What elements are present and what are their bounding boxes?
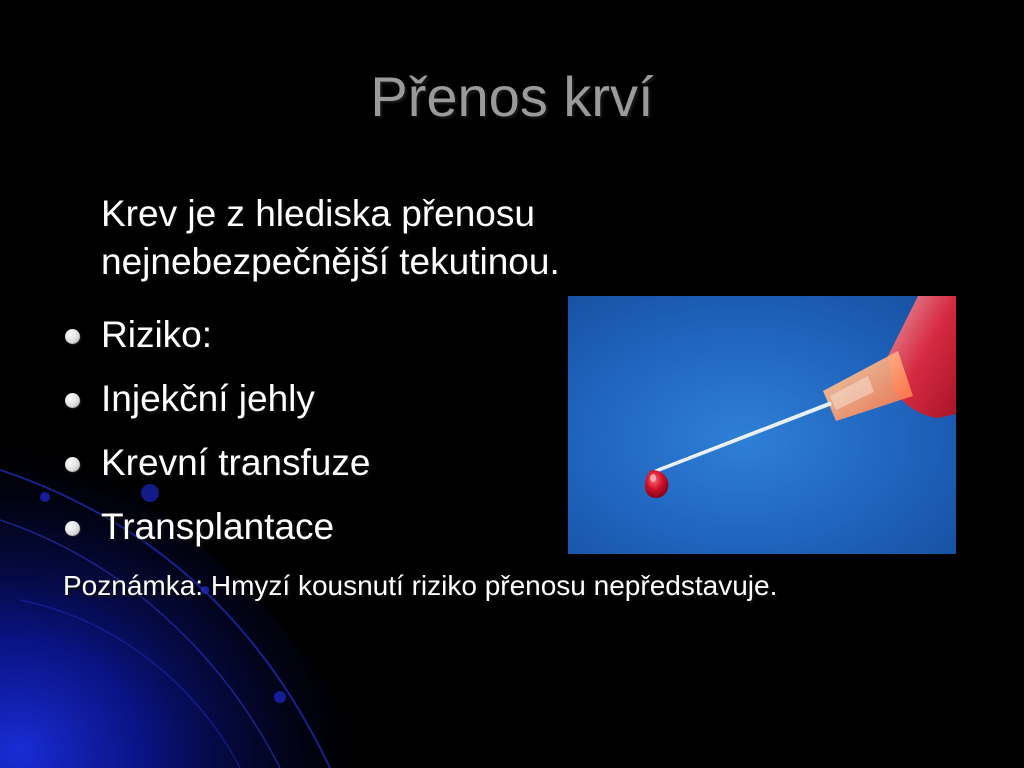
bullet-text: Krevní transfuze bbox=[101, 442, 371, 483]
slide-title: Přenos krví bbox=[370, 65, 654, 128]
syringe-photo bbox=[568, 296, 956, 554]
bullet-item bbox=[0, 431, 370, 495]
intro-text: Krev je z hlediska přenosu nejnebezpečnější tekutinou. bbox=[101, 193, 560, 282]
bullet-list bbox=[0, 303, 370, 559]
bullet-text: Transplantace bbox=[101, 506, 335, 547]
bullet-text: Riziko: bbox=[101, 314, 213, 355]
bullet-item bbox=[0, 495, 370, 559]
bullet-item bbox=[0, 303, 370, 367]
bullet-icon bbox=[65, 521, 80, 536]
bullet-text: Injekční jehly bbox=[101, 378, 315, 419]
needle bbox=[656, 404, 830, 471]
note-text: Poznámka: Hmyzí kousnutí riziko přenosu nepředstavuje. bbox=[63, 570, 778, 601]
blood-drop bbox=[645, 470, 668, 498]
bullet-icon bbox=[65, 457, 80, 472]
syringe-icon bbox=[568, 296, 956, 554]
bullet-icon bbox=[65, 329, 80, 344]
bullet-icon bbox=[65, 393, 80, 408]
bullet-item bbox=[0, 367, 370, 431]
decor-dot bbox=[274, 691, 286, 703]
